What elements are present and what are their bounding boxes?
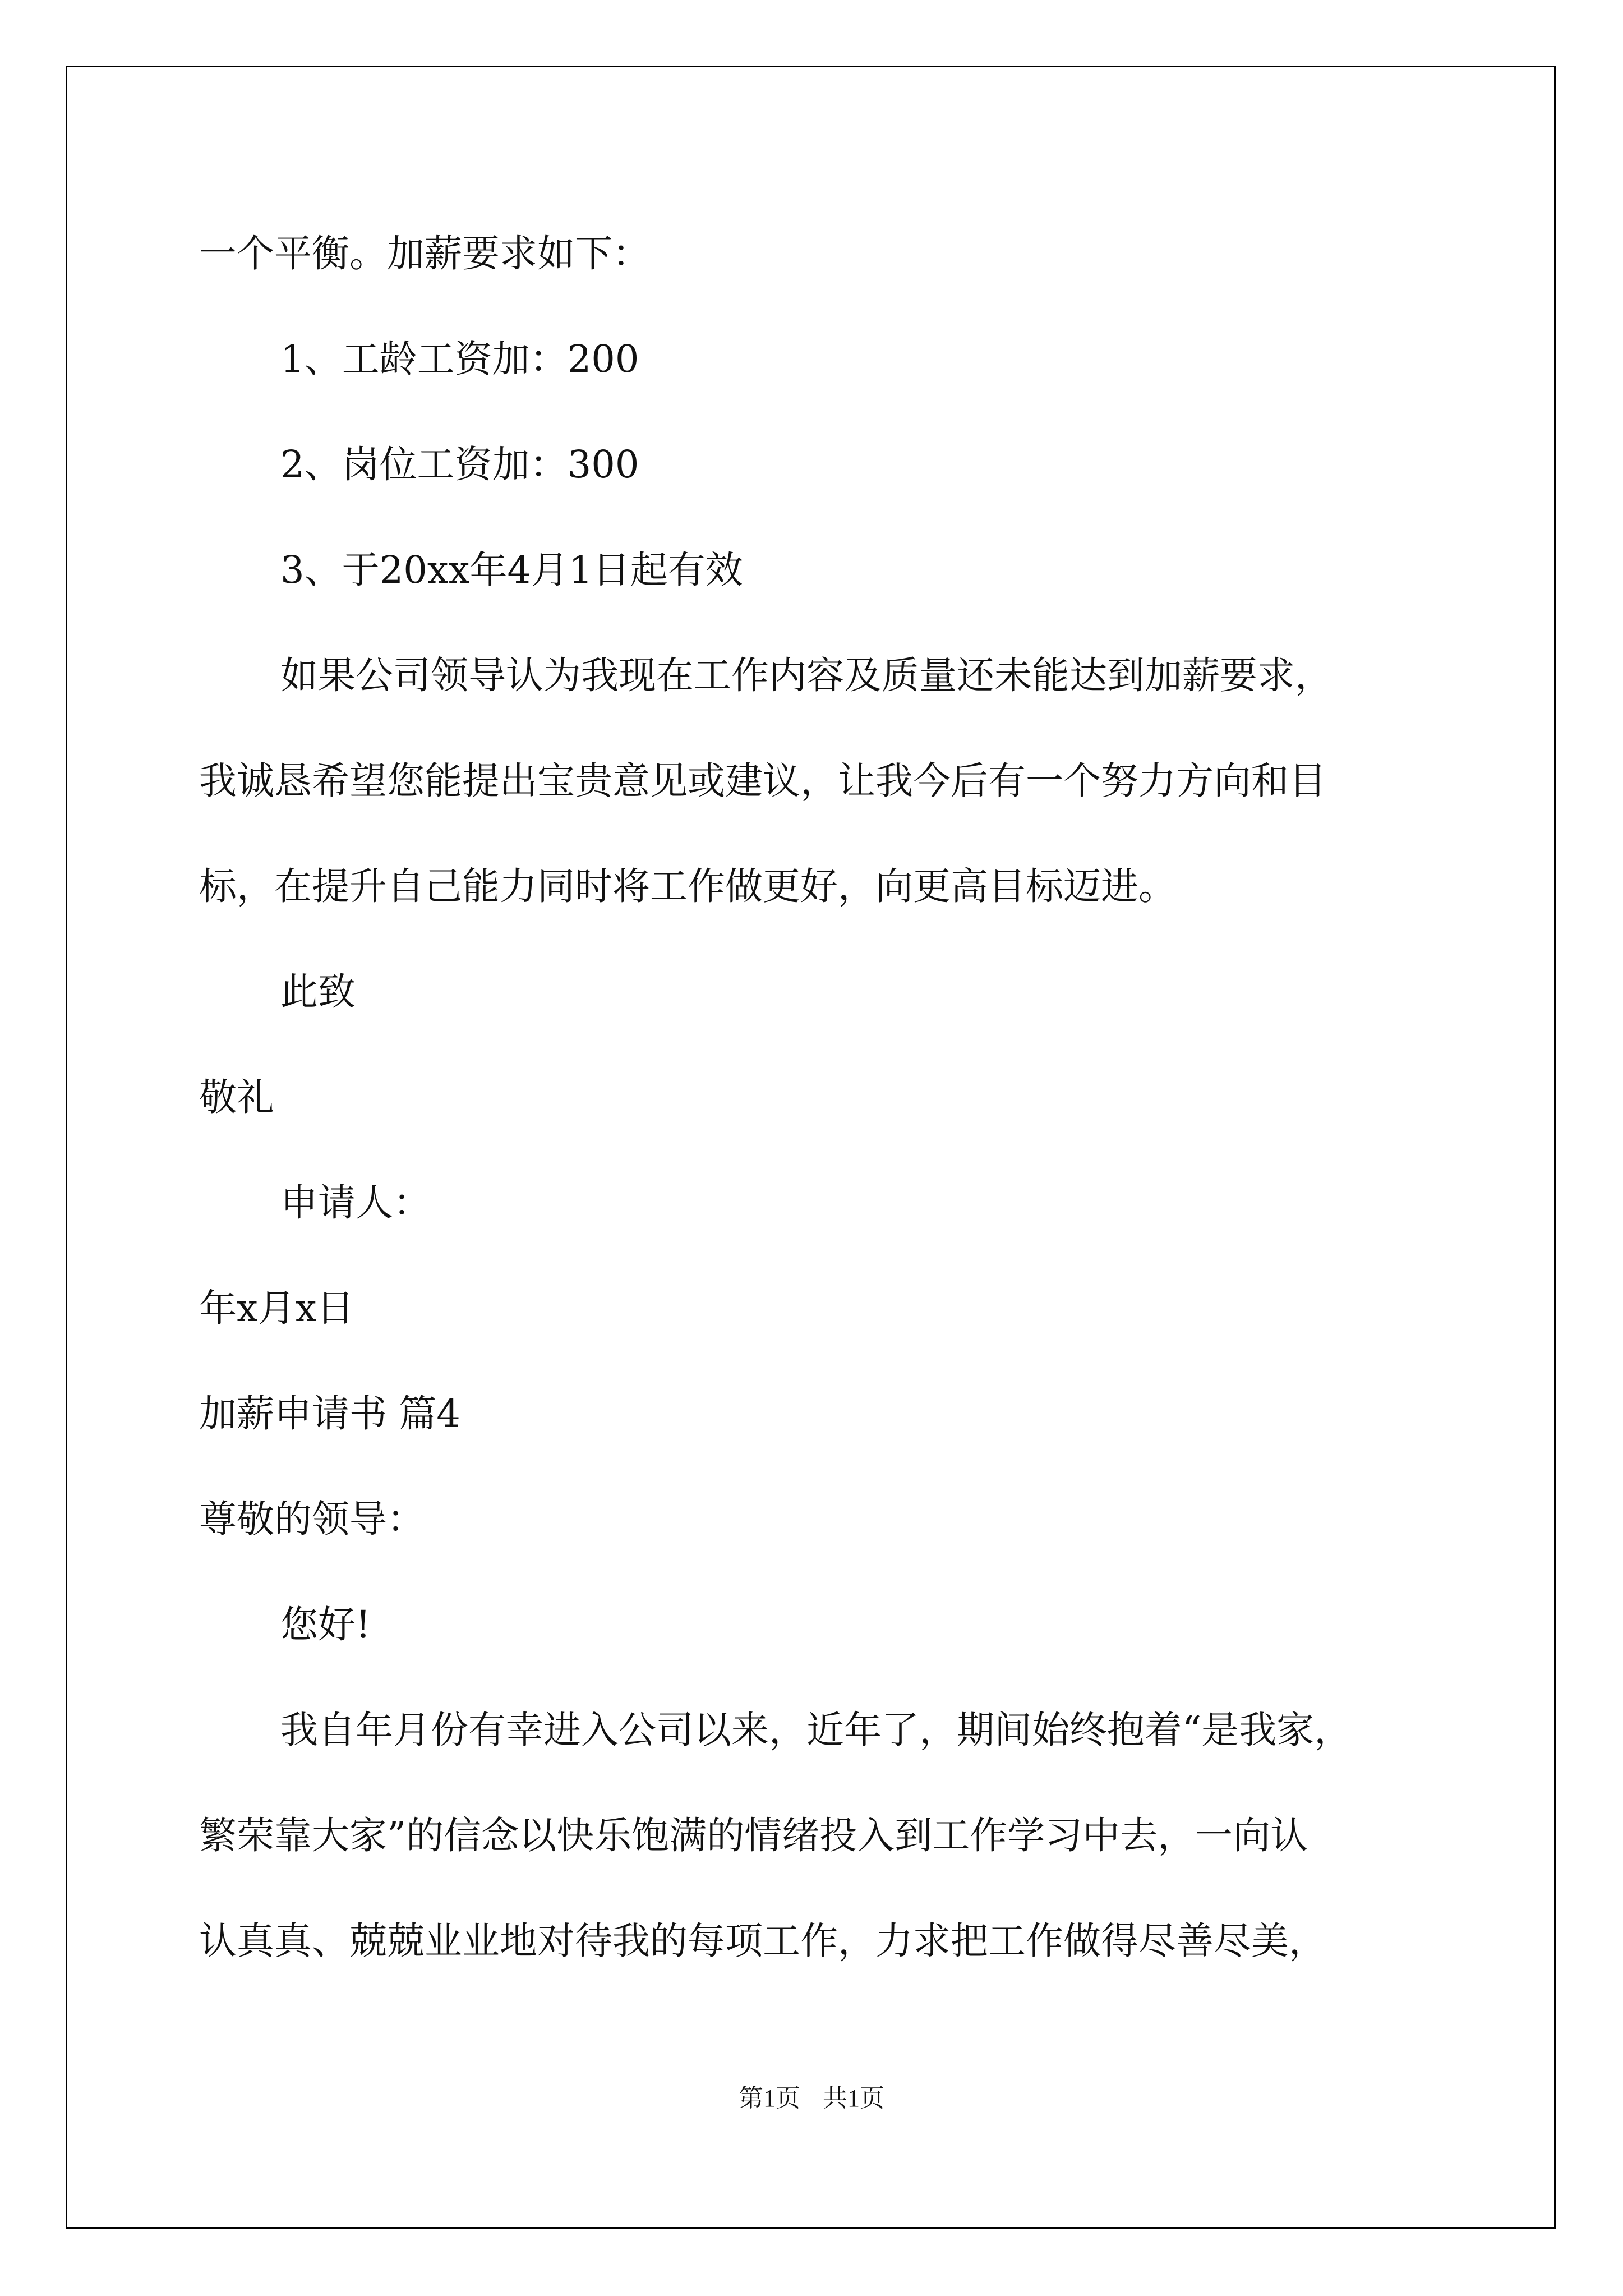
page-total: 共1页 [823, 2085, 884, 2112]
text-line: 年x月x日 [199, 1286, 354, 1330]
text-line: 认真真、兢兢业业地对待我的每项工作，力求把工作做得尽善尽美， [199, 1919, 1326, 1963]
page-footer [0, 2086, 1623, 2111]
text-line: 我自年月份有幸进入公司以来，近年了，期间始终抱着“是我家， [280, 1708, 1352, 1752]
text-line: 2、岗位工资加：300 [280, 443, 639, 486]
section-heading: 加薪申请书 篇4 [199, 1392, 460, 1435]
text-line: 申请人： [280, 1181, 431, 1225]
text-line: 尊敬的领导： [199, 1497, 425, 1541]
text-line: 繁荣靠大家”的信念以快乐饱满的情绪投入到工作学习中去，一向认 [199, 1814, 1308, 1857]
page-number: 第1页 [739, 2085, 800, 2112]
text-line: 我诚恳希望您能提出宝贵意见或建议，让我今后有一个努力方向和目 [199, 759, 1326, 803]
text-line: 一个平衡。加薪要求如下： [199, 232, 650, 275]
text-line: 您好! [280, 1603, 371, 1646]
text-line: 此致 [280, 970, 356, 1014]
text-line: 3、于20xx年4月1日起有效 [280, 548, 743, 592]
text-line: 敬礼 [199, 1075, 274, 1119]
text-line: 1、工龄工资加：200 [280, 337, 639, 381]
text-line: 标，在提升自己能力同时将工作做更好，向更高目标迈进。 [199, 864, 1176, 908]
page-border [66, 66, 1556, 2229]
text-line: 如果公司领导认为我现在工作内容及质量还未能达到加薪要求， [280, 654, 1332, 697]
